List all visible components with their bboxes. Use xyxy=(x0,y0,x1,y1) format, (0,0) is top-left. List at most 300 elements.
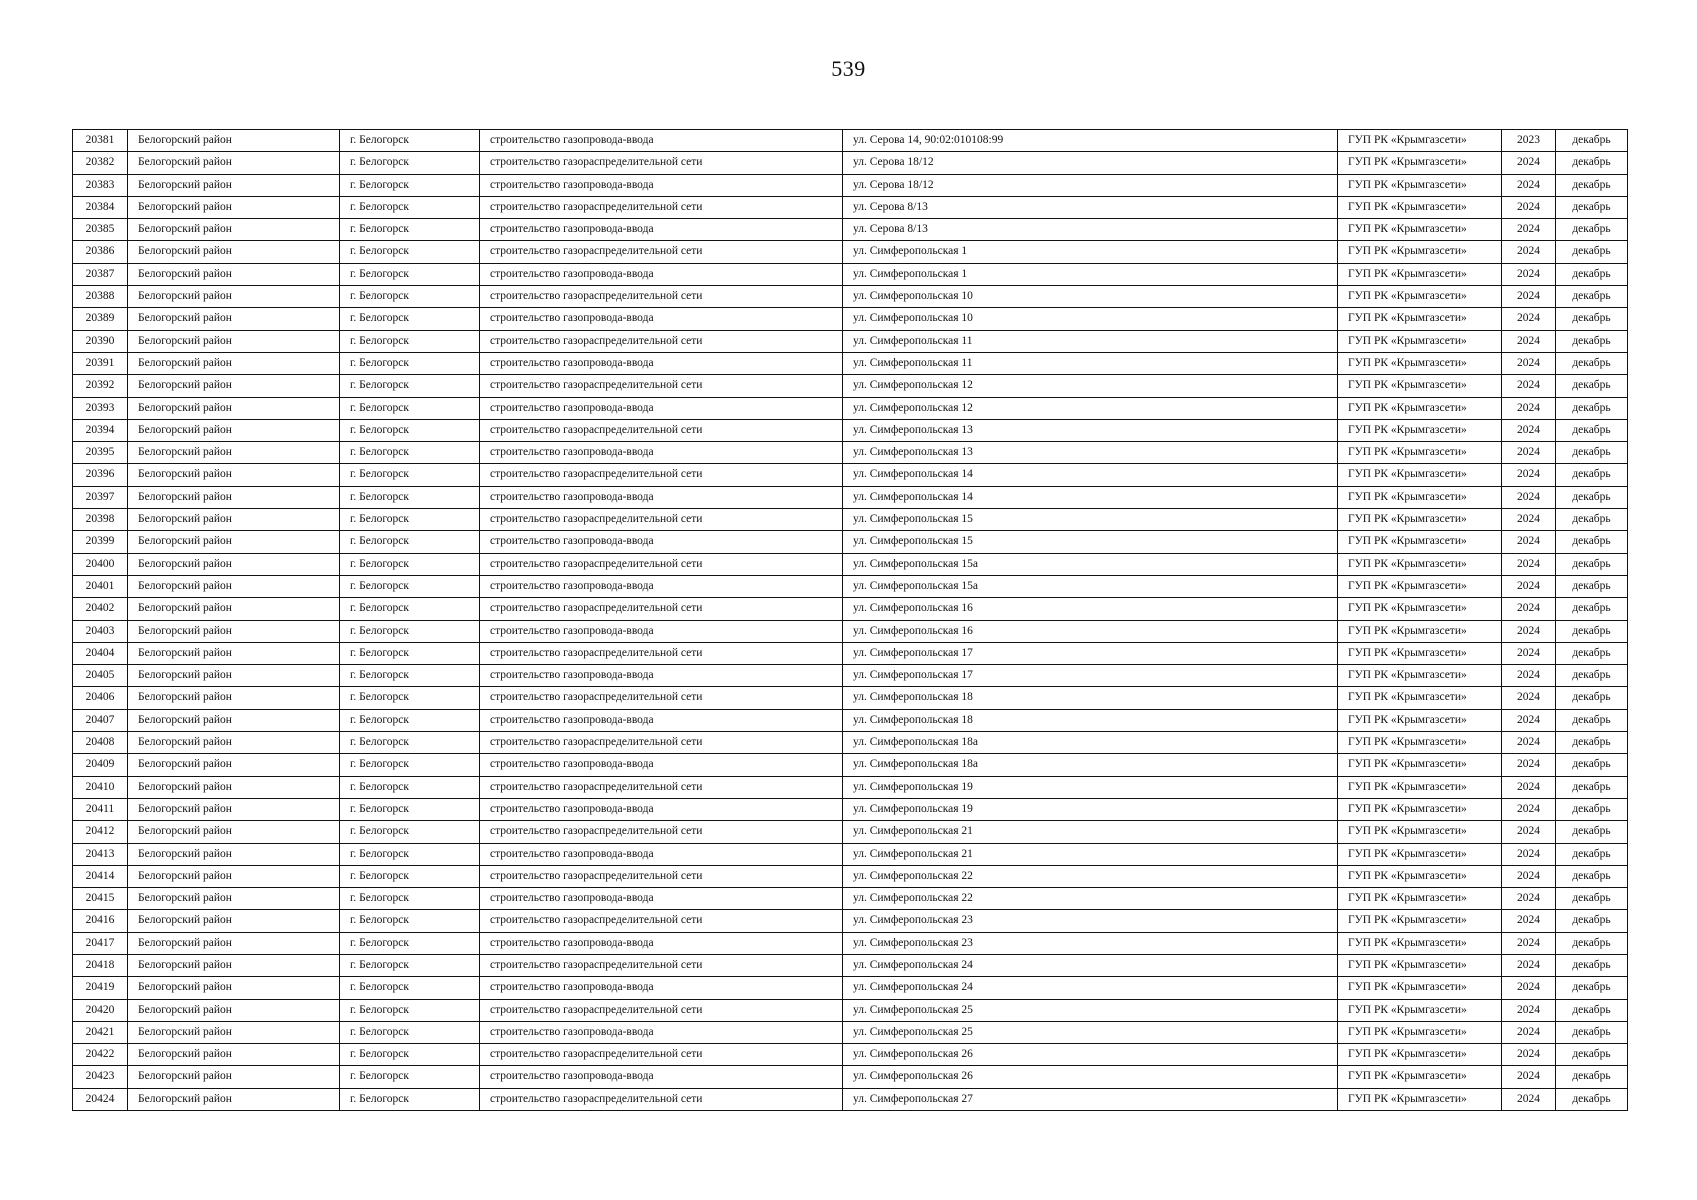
table-row xyxy=(73,798,1628,820)
organization-cell: ГУП РК «Крымгазсети» xyxy=(1338,241,1502,263)
month-cell: декабрь xyxy=(1556,642,1628,664)
address-cell: ул. Симферопольская 12 xyxy=(843,375,1338,397)
row-number: 20389 xyxy=(73,308,128,330)
row-number: 20423 xyxy=(73,1066,128,1088)
work-type-cell: строительство газораспределительной сети xyxy=(480,954,843,976)
table-row xyxy=(73,665,1628,687)
month-cell: декабрь xyxy=(1556,910,1628,932)
address-cell: ул. Серова 18/12 xyxy=(843,152,1338,174)
city-cell: г. Белогорск xyxy=(340,174,480,196)
organization-cell: ГУП РК «Крымгазсети» xyxy=(1338,843,1502,865)
work-type-cell: строительство газопровода-ввода xyxy=(480,977,843,999)
month-cell: декабрь xyxy=(1556,375,1628,397)
city-cell: г. Белогорск xyxy=(340,1066,480,1088)
organization-cell: ГУП РК «Крымгазсети» xyxy=(1338,553,1502,575)
organization-cell: ГУП РК «Крымгазсети» xyxy=(1338,486,1502,508)
table-row xyxy=(73,286,1628,308)
table-row xyxy=(73,1066,1628,1088)
table-row xyxy=(73,241,1628,263)
row-number: 20419 xyxy=(73,977,128,999)
organization-cell: ГУП РК «Крымгазсети» xyxy=(1338,977,1502,999)
table-row xyxy=(73,486,1628,508)
address-cell: ул. Симферопольская 21 xyxy=(843,843,1338,865)
table-row xyxy=(73,1044,1628,1066)
year-cell: 2024 xyxy=(1502,642,1556,664)
row-number: 20387 xyxy=(73,263,128,285)
gasification-table xyxy=(72,129,1628,1111)
table-row xyxy=(73,130,1628,152)
city-cell: г. Белогорск xyxy=(340,442,480,464)
row-number: 20382 xyxy=(73,152,128,174)
table-row xyxy=(73,821,1628,843)
district-cell: Белогорский район xyxy=(128,798,340,820)
row-number: 20412 xyxy=(73,821,128,843)
month-cell: декабрь xyxy=(1556,196,1628,218)
district-cell: Белогорский район xyxy=(128,1044,340,1066)
month-cell: декабрь xyxy=(1556,865,1628,887)
year-cell: 2024 xyxy=(1502,241,1556,263)
row-number: 20407 xyxy=(73,709,128,731)
row-number: 20402 xyxy=(73,598,128,620)
row-number: 20388 xyxy=(73,286,128,308)
organization-cell: ГУП РК «Крымгазсети» xyxy=(1338,910,1502,932)
address-cell: ул. Симферопольская 19 xyxy=(843,798,1338,820)
district-cell: Белогорский район xyxy=(128,286,340,308)
work-type-cell: строительство газопровода-ввода xyxy=(480,130,843,152)
address-cell: ул. Симферопольская 21 xyxy=(843,821,1338,843)
city-cell: г. Белогорск xyxy=(340,977,480,999)
work-type-cell: строительство газораспределительной сети xyxy=(480,330,843,352)
district-cell: Белогорский район xyxy=(128,954,340,976)
month-cell: декабрь xyxy=(1556,531,1628,553)
work-type-cell: строительство газораспределительной сети xyxy=(480,196,843,218)
work-type-cell: строительство газораспределительной сети xyxy=(480,732,843,754)
organization-cell: ГУП РК «Крымгазсети» xyxy=(1338,709,1502,731)
table-row xyxy=(73,1021,1628,1043)
city-cell: г. Белогорск xyxy=(340,375,480,397)
address-cell: ул. Симферопольская 18 xyxy=(843,709,1338,731)
address-cell: ул. Серова 8/13 xyxy=(843,196,1338,218)
row-number: 20420 xyxy=(73,999,128,1021)
organization-cell: ГУП РК «Крымгазсети» xyxy=(1338,687,1502,709)
year-cell: 2024 xyxy=(1502,352,1556,374)
page-number: 539 xyxy=(831,56,866,81)
address-cell: ул. Симферопольская 14 xyxy=(843,486,1338,508)
city-cell: г. Белогорск xyxy=(340,397,480,419)
district-cell: Белогорский район xyxy=(128,732,340,754)
table-row xyxy=(73,598,1628,620)
address-cell: ул. Симферопольская 13 xyxy=(843,419,1338,441)
table-row xyxy=(73,442,1628,464)
city-cell: г. Белогорск xyxy=(340,798,480,820)
row-number: 20416 xyxy=(73,910,128,932)
month-cell: декабрь xyxy=(1556,486,1628,508)
row-number: 20414 xyxy=(73,865,128,887)
address-cell: ул. Симферопольская 26 xyxy=(843,1066,1338,1088)
address-cell: ул. Симферопольская 23 xyxy=(843,910,1338,932)
district-cell: Белогорский район xyxy=(128,330,340,352)
year-cell: 2024 xyxy=(1502,932,1556,954)
address-cell: ул. Симферопольская 15а xyxy=(843,553,1338,575)
address-cell: ул. Симферопольская 23 xyxy=(843,932,1338,954)
city-cell: г. Белогорск xyxy=(340,553,480,575)
table-row xyxy=(73,196,1628,218)
district-cell: Белогорский район xyxy=(128,754,340,776)
month-cell: декабрь xyxy=(1556,843,1628,865)
district-cell: Белогорский район xyxy=(128,865,340,887)
city-cell: г. Белогорск xyxy=(340,241,480,263)
district-cell: Белогорский район xyxy=(128,843,340,865)
work-type-cell: строительство газопровода-ввода xyxy=(480,932,843,954)
city-cell: г. Белогорск xyxy=(340,352,480,374)
month-cell: декабрь xyxy=(1556,732,1628,754)
month-cell: декабрь xyxy=(1556,575,1628,597)
year-cell: 2024 xyxy=(1502,308,1556,330)
address-cell: ул. Симферопольская 11 xyxy=(843,352,1338,374)
address-cell: ул. Симферопольская 18 xyxy=(843,687,1338,709)
district-cell: Белогорский район xyxy=(128,1066,340,1088)
work-type-cell: строительство газопровода-ввода xyxy=(480,1066,843,1088)
organization-cell: ГУП РК «Крымгазсети» xyxy=(1338,999,1502,1021)
work-type-cell: строительство газопровода-ввода xyxy=(480,486,843,508)
organization-cell: ГУП РК «Крымгазсети» xyxy=(1338,642,1502,664)
address-cell: ул. Симферопольская 13 xyxy=(843,442,1338,464)
row-number: 20397 xyxy=(73,486,128,508)
district-cell: Белогорский район xyxy=(128,977,340,999)
row-number: 20403 xyxy=(73,620,128,642)
table-row xyxy=(73,352,1628,374)
work-type-cell: строительство газопровода-ввода xyxy=(480,442,843,464)
row-number: 20392 xyxy=(73,375,128,397)
city-cell: г. Белогорск xyxy=(340,999,480,1021)
table-row xyxy=(73,553,1628,575)
month-cell: декабрь xyxy=(1556,286,1628,308)
month-cell: декабрь xyxy=(1556,754,1628,776)
row-number: 20405 xyxy=(73,665,128,687)
organization-cell: ГУП РК «Крымгазсети» xyxy=(1338,397,1502,419)
year-cell: 2024 xyxy=(1502,442,1556,464)
year-cell: 2024 xyxy=(1502,575,1556,597)
address-cell: ул. Серова 8/13 xyxy=(843,219,1338,241)
month-cell: декабрь xyxy=(1556,219,1628,241)
work-type-cell: строительство газопровода-ввода xyxy=(480,843,843,865)
work-type-cell: строительство газораспределительной сети xyxy=(480,241,843,263)
work-type-cell: строительство газопровода-ввода xyxy=(480,665,843,687)
work-type-cell: строительство газопровода-ввода xyxy=(480,531,843,553)
table-row xyxy=(73,687,1628,709)
district-cell: Белогорский район xyxy=(128,442,340,464)
year-cell: 2024 xyxy=(1502,330,1556,352)
work-type-cell: строительство газораспределительной сети xyxy=(480,687,843,709)
row-number: 20406 xyxy=(73,687,128,709)
table-row xyxy=(73,932,1628,954)
year-cell: 2024 xyxy=(1502,464,1556,486)
table-row xyxy=(73,865,1628,887)
year-cell: 2024 xyxy=(1502,152,1556,174)
address-cell: ул. Симферопольская 22 xyxy=(843,888,1338,910)
work-type-cell: строительство газораспределительной сети xyxy=(480,910,843,932)
month-cell: декабрь xyxy=(1556,1021,1628,1043)
month-cell: декабрь xyxy=(1556,397,1628,419)
district-cell: Белогорский район xyxy=(128,932,340,954)
work-type-cell: строительство газопровода-ввода xyxy=(480,709,843,731)
city-cell: г. Белогорск xyxy=(340,709,480,731)
table-row xyxy=(73,375,1628,397)
table-row xyxy=(73,174,1628,196)
table-row xyxy=(73,397,1628,419)
district-cell: Белогорский район xyxy=(128,1088,340,1110)
month-cell: декабрь xyxy=(1556,999,1628,1021)
table-row xyxy=(73,419,1628,441)
district-cell: Белогорский район xyxy=(128,130,340,152)
row-number: 20393 xyxy=(73,397,128,419)
table-row xyxy=(73,843,1628,865)
city-cell: г. Белогорск xyxy=(340,308,480,330)
work-type-cell: строительство газораспределительной сети xyxy=(480,1044,843,1066)
year-cell: 2024 xyxy=(1502,1066,1556,1088)
table-row xyxy=(73,263,1628,285)
organization-cell: ГУП РК «Крымгазсети» xyxy=(1338,442,1502,464)
district-cell: Белогорский район xyxy=(128,1021,340,1043)
city-cell: г. Белогорск xyxy=(340,286,480,308)
city-cell: г. Белогорск xyxy=(340,642,480,664)
work-type-cell: строительство газораспределительной сети xyxy=(480,999,843,1021)
month-cell: декабрь xyxy=(1556,553,1628,575)
work-type-cell: строительство газораспределительной сети xyxy=(480,152,843,174)
work-type-cell: строительство газопровода-ввода xyxy=(480,219,843,241)
city-cell: г. Белогорск xyxy=(340,1044,480,1066)
address-cell: ул. Симферопольская 18а xyxy=(843,754,1338,776)
organization-cell: ГУП РК «Крымгазсети» xyxy=(1338,821,1502,843)
table-row xyxy=(73,709,1628,731)
work-type-cell: строительство газораспределительной сети xyxy=(480,642,843,664)
address-cell: ул. Симферопольская 25 xyxy=(843,1021,1338,1043)
organization-cell: ГУП РК «Крымгазсети» xyxy=(1338,263,1502,285)
address-cell: ул. Симферопольская 26 xyxy=(843,1044,1338,1066)
year-cell: 2024 xyxy=(1502,665,1556,687)
year-cell: 2024 xyxy=(1502,219,1556,241)
year-cell: 2024 xyxy=(1502,486,1556,508)
address-cell: ул. Серова 14, 90:02:010108:99 xyxy=(843,130,1338,152)
month-cell: декабрь xyxy=(1556,1066,1628,1088)
row-number: 20408 xyxy=(73,732,128,754)
address-cell: ул. Симферопольская 11 xyxy=(843,330,1338,352)
work-type-cell: строительство газопровода-ввода xyxy=(480,798,843,820)
district-cell: Белогорский район xyxy=(128,821,340,843)
work-type-cell: строительство газопровода-ввода xyxy=(480,263,843,285)
month-cell: декабрь xyxy=(1556,1044,1628,1066)
city-cell: г. Белогорск xyxy=(340,932,480,954)
year-cell: 2023 xyxy=(1502,130,1556,152)
month-cell: декабрь xyxy=(1556,888,1628,910)
work-type-cell: строительство газопровода-ввода xyxy=(480,754,843,776)
work-type-cell: строительство газопровода-ввода xyxy=(480,174,843,196)
year-cell: 2024 xyxy=(1502,553,1556,575)
address-cell: ул. Симферопольская 22 xyxy=(843,865,1338,887)
city-cell: г. Белогорск xyxy=(340,1088,480,1110)
city-cell: г. Белогорск xyxy=(340,219,480,241)
district-cell: Белогорский район xyxy=(128,196,340,218)
year-cell: 2024 xyxy=(1502,709,1556,731)
table-body xyxy=(73,130,1628,1111)
row-number: 20396 xyxy=(73,464,128,486)
year-cell: 2024 xyxy=(1502,843,1556,865)
year-cell: 2024 xyxy=(1502,598,1556,620)
year-cell: 2024 xyxy=(1502,263,1556,285)
work-type-cell: строительство газораспределительной сети xyxy=(480,821,843,843)
district-cell: Белогорский район xyxy=(128,174,340,196)
district-cell: Белогорский район xyxy=(128,598,340,620)
organization-cell: ГУП РК «Крымгазсети» xyxy=(1338,330,1502,352)
year-cell: 2024 xyxy=(1502,910,1556,932)
address-cell: ул. Симферопольская 14 xyxy=(843,464,1338,486)
organization-cell: ГУП РК «Крымгазсети» xyxy=(1338,419,1502,441)
organization-cell: ГУП РК «Крымгазсети» xyxy=(1338,352,1502,374)
city-cell: г. Белогорск xyxy=(340,464,480,486)
city-cell: г. Белогорск xyxy=(340,598,480,620)
row-number: 20390 xyxy=(73,330,128,352)
table-row xyxy=(73,954,1628,976)
month-cell: декабрь xyxy=(1556,419,1628,441)
address-cell: ул. Симферопольская 24 xyxy=(843,977,1338,999)
month-cell: декабрь xyxy=(1556,263,1628,285)
table-row xyxy=(73,732,1628,754)
year-cell: 2024 xyxy=(1502,1088,1556,1110)
city-cell: г. Белогорск xyxy=(340,330,480,352)
organization-cell: ГУП РК «Крымгазсети» xyxy=(1338,732,1502,754)
month-cell: декабрь xyxy=(1556,665,1628,687)
month-cell: декабрь xyxy=(1556,330,1628,352)
organization-cell: ГУП РК «Крымгазсети» xyxy=(1338,509,1502,531)
district-cell: Белогорский район xyxy=(128,531,340,553)
row-number: 20415 xyxy=(73,888,128,910)
district-cell: Белогорский район xyxy=(128,642,340,664)
organization-cell: ГУП РК «Крымгазсети» xyxy=(1338,754,1502,776)
work-type-cell: строительство газораспределительной сети xyxy=(480,776,843,798)
organization-cell: ГУП РК «Крымгазсети» xyxy=(1338,152,1502,174)
table-row xyxy=(73,464,1628,486)
row-number: 20421 xyxy=(73,1021,128,1043)
city-cell: г. Белогорск xyxy=(340,910,480,932)
year-cell: 2024 xyxy=(1502,397,1556,419)
year-cell: 2024 xyxy=(1502,375,1556,397)
row-number: 20401 xyxy=(73,575,128,597)
address-cell: ул. Симферопольская 15 xyxy=(843,531,1338,553)
month-cell: декабрь xyxy=(1556,687,1628,709)
city-cell: г. Белогорск xyxy=(340,130,480,152)
year-cell: 2024 xyxy=(1502,1044,1556,1066)
city-cell: г. Белогорск xyxy=(340,776,480,798)
work-type-cell: строительство газопровода-ввода xyxy=(480,397,843,419)
organization-cell: ГУП РК «Крымгазсети» xyxy=(1338,130,1502,152)
address-cell: ул. Симферопольская 25 xyxy=(843,999,1338,1021)
address-cell: ул. Симферопольская 1 xyxy=(843,263,1338,285)
year-cell: 2024 xyxy=(1502,196,1556,218)
month-cell: декабрь xyxy=(1556,709,1628,731)
district-cell: Белогорский район xyxy=(128,486,340,508)
year-cell: 2024 xyxy=(1502,977,1556,999)
row-number: 20409 xyxy=(73,754,128,776)
table-row xyxy=(73,642,1628,664)
district-cell: Белогорский район xyxy=(128,575,340,597)
district-cell: Белогорский район xyxy=(128,709,340,731)
city-cell: г. Белогорск xyxy=(340,419,480,441)
district-cell: Белогорский район xyxy=(128,241,340,263)
city-cell: г. Белогорск xyxy=(340,865,480,887)
district-cell: Белогорский район xyxy=(128,687,340,709)
city-cell: г. Белогорск xyxy=(340,687,480,709)
address-cell: ул. Симферопольская 24 xyxy=(843,954,1338,976)
organization-cell: ГУП РК «Крымгазсети» xyxy=(1338,932,1502,954)
year-cell: 2024 xyxy=(1502,865,1556,887)
row-number: 20391 xyxy=(73,352,128,374)
work-type-cell: строительство газопровода-ввода xyxy=(480,620,843,642)
city-cell: г. Белогорск xyxy=(340,263,480,285)
work-type-cell: строительство газораспределительной сети xyxy=(480,419,843,441)
district-cell: Белогорский район xyxy=(128,308,340,330)
row-number: 20418 xyxy=(73,954,128,976)
table-row xyxy=(73,330,1628,352)
year-cell: 2024 xyxy=(1502,954,1556,976)
city-cell: г. Белогорск xyxy=(340,843,480,865)
table-row xyxy=(73,1088,1628,1110)
month-cell: декабрь xyxy=(1556,821,1628,843)
year-cell: 2024 xyxy=(1502,620,1556,642)
month-cell: декабрь xyxy=(1556,932,1628,954)
organization-cell: ГУП РК «Крымгазсети» xyxy=(1338,598,1502,620)
address-cell: ул. Симферопольская 15 xyxy=(843,509,1338,531)
row-number: 20394 xyxy=(73,419,128,441)
organization-cell: ГУП РК «Крымгазсети» xyxy=(1338,888,1502,910)
district-cell: Белогорский район xyxy=(128,665,340,687)
city-cell: г. Белогорск xyxy=(340,531,480,553)
organization-cell: ГУП РК «Крымгазсети» xyxy=(1338,620,1502,642)
row-number: 20422 xyxy=(73,1044,128,1066)
address-cell: ул. Симферопольская 17 xyxy=(843,665,1338,687)
table-row xyxy=(73,620,1628,642)
city-cell: г. Белогорск xyxy=(340,509,480,531)
district-cell: Белогорский район xyxy=(128,509,340,531)
row-number: 20384 xyxy=(73,196,128,218)
work-type-cell: строительство газораспределительной сети xyxy=(480,375,843,397)
month-cell: декабрь xyxy=(1556,620,1628,642)
table-row xyxy=(73,152,1628,174)
year-cell: 2024 xyxy=(1502,509,1556,531)
organization-cell: ГУП РК «Крымгазсети» xyxy=(1338,308,1502,330)
city-cell: г. Белогорск xyxy=(340,486,480,508)
month-cell: декабрь xyxy=(1556,776,1628,798)
city-cell: г. Белогорск xyxy=(340,954,480,976)
month-cell: декабрь xyxy=(1556,977,1628,999)
district-cell: Белогорский район xyxy=(128,888,340,910)
year-cell: 2024 xyxy=(1502,1021,1556,1043)
organization-cell: ГУП РК «Крымгазсети» xyxy=(1338,286,1502,308)
year-cell: 2024 xyxy=(1502,798,1556,820)
work-type-cell: строительство газопровода-ввода xyxy=(480,308,843,330)
organization-cell: ГУП РК «Крымгазсети» xyxy=(1338,954,1502,976)
organization-cell: ГУП РК «Крымгазсети» xyxy=(1338,776,1502,798)
organization-cell: ГУП РК «Крымгазсети» xyxy=(1338,665,1502,687)
year-cell: 2024 xyxy=(1502,732,1556,754)
district-cell: Белогорский район xyxy=(128,397,340,419)
row-number: 20413 xyxy=(73,843,128,865)
month-cell: декабрь xyxy=(1556,598,1628,620)
row-number: 20395 xyxy=(73,442,128,464)
table-row xyxy=(73,531,1628,553)
address-cell: ул. Симферопольская 18а xyxy=(843,732,1338,754)
work-type-cell: строительство газораспределительной сети xyxy=(480,553,843,575)
month-cell: декабрь xyxy=(1556,464,1628,486)
